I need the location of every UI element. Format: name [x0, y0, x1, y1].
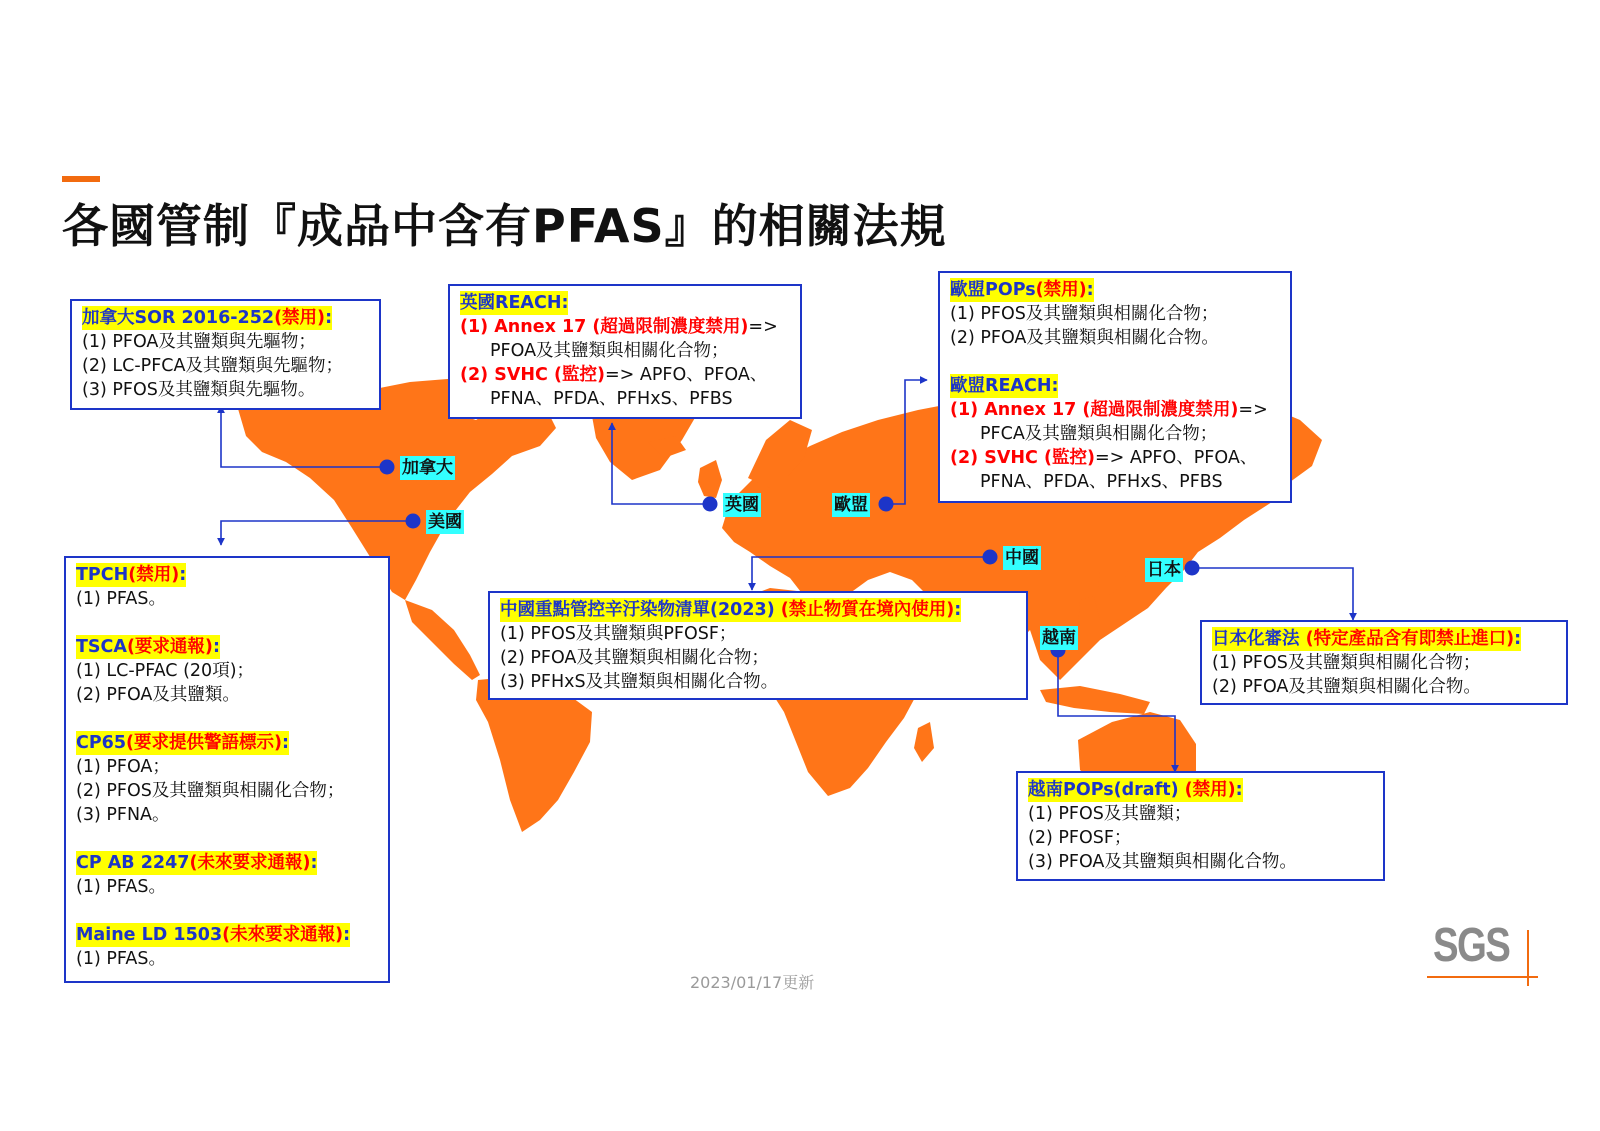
- japan-heading: 日本化審法 (特定產品含有即禁止進口):: [1212, 629, 1522, 649]
- vietnam-line: (3) PFOA及其鹽類與相關化合物。: [1028, 852, 1297, 872]
- indonesia-landmass: [1040, 686, 1150, 714]
- eu-pops-line: (2) PFOA及其鹽類與相關化合物。: [950, 328, 1219, 348]
- usa-line: (3) PFNA。: [76, 805, 170, 825]
- china-line: (3) PFHxS及其鹽類與相關化合物。: [500, 672, 779, 692]
- title-accent-bar: [62, 176, 100, 182]
- usa-line: (1) PFAS。: [76, 877, 166, 897]
- japan-dot: [1185, 561, 1200, 576]
- canada-heading: 加拿大SOR 2016-252(禁用):: [82, 308, 333, 328]
- uk-svhc-line: (2) SVHC (監控)=> APFO、PFOA、: [460, 365, 768, 385]
- eu-regulation-box: [938, 271, 1292, 503]
- eu-svhc-detail: PFNA、PFDA、PFHxS、PFBS: [980, 472, 1223, 492]
- uk-svhc-detail: PFNA、PFDA、PFHxS、PFBS: [490, 389, 733, 409]
- china-line: (1) PFOS及其鹽類與PFOSF；: [500, 624, 737, 644]
- usa-line: (1) PFAS。: [76, 949, 166, 969]
- country-tag-usa: 美國: [428, 512, 462, 532]
- country-tag-uk: 英國: [725, 495, 759, 515]
- canada-line: (2) LC-PFCA及其鹽類與先驅物；: [82, 356, 343, 376]
- eu-svhc-line: (2) SVHC (監控)=> APFO、PFOA、: [950, 448, 1258, 468]
- usa-line: (1) PFOA；: [76, 757, 170, 777]
- usa-regulation-box: [64, 556, 390, 983]
- country-tag-vietnam: 越南: [1042, 628, 1076, 648]
- usa-line: (1) PFAS。: [76, 589, 166, 609]
- china-dot: [983, 550, 998, 565]
- china-heading: 中國重點管控辛汙染物清單(2023) (禁止物質在境內使用):: [500, 600, 962, 620]
- eu-pops-line: (1) PFOS及其鹽類與相關化合物；: [950, 304, 1219, 324]
- eu-annex-detail: PFCA及其鹽類與相關化合物；: [980, 424, 1218, 444]
- country-tag-japan: 日本: [1147, 560, 1181, 580]
- china-line: (2) PFOA及其鹽類與相關化合物；: [500, 648, 769, 668]
- uk-regulation-box: [448, 284, 802, 419]
- country-tag-china: 中國: [1005, 548, 1039, 568]
- usa-section-tsca: TSCA(要求通報): (1) LC-PFAC (20項)； (2) PFOA及其鹽類。: [76, 635, 378, 707]
- eu-annex-line: (1) Annex 17 (超過限制濃度禁用)=>: [950, 400, 1268, 420]
- uk-annex-detail: PFOA及其鹽類與相關化合物；: [490, 341, 729, 361]
- canada-regulation-box: [70, 299, 381, 410]
- vietnam-regulation-box: [1016, 771, 1385, 881]
- japan-connector: [1192, 568, 1353, 620]
- eu-reach-heading: 歐盟REACH:: [950, 376, 1059, 396]
- update-date: 2023/01/17更新: [690, 973, 815, 992]
- canada-dot: [380, 460, 395, 475]
- vietnam-heading: 越南POPs(draft) (禁用):: [1028, 780, 1243, 800]
- country-tag-eu: 歐盟: [834, 495, 868, 515]
- eu-dot: [879, 497, 894, 512]
- usa-section-cp65: CP65(要求提供警語標示): (1) PFOA； (2) PFOS及其鹽類與相關化合物； (3) PFNA。: [76, 731, 378, 827]
- page-title: 各國管制『成品中含有PFAS』的相關法規: [62, 199, 947, 253]
- madagascar-landmass: [914, 722, 934, 762]
- sgs-logo-line-vertical: [1527, 930, 1529, 986]
- uk-dot: [703, 497, 718, 512]
- china-regulation-box: [488, 591, 1028, 700]
- sgs-logo: SGS: [1433, 919, 1510, 972]
- vietnam-line: (1) PFOS及其鹽類；: [1028, 804, 1192, 824]
- usa-section-tpch: TPCH(禁用): (1) PFAS。: [76, 563, 378, 611]
- usa-line: (2) PFOA及其鹽類。: [76, 685, 240, 705]
- japan-line: (2) PFOA及其鹽類與相關化合物。: [1212, 677, 1481, 697]
- usa-line: (1) LC-PFAC (20項)；: [76, 661, 255, 681]
- country-tag-canada: 加拿大: [402, 458, 453, 478]
- eu-pops-heading: 歐盟POPs(禁用):: [950, 280, 1094, 300]
- canada-line: (1) PFOA及其鹽類與先驅物；: [82, 332, 316, 352]
- sgs-logo-line-horizontal: [1427, 976, 1538, 978]
- uk-landmass: [698, 460, 722, 498]
- vietnam-line: (2) PFOSF；: [1028, 828, 1132, 848]
- japan-regulation-box: [1200, 620, 1568, 705]
- japan-line: (1) PFOS及其鹽類與相關化合物；: [1212, 653, 1481, 673]
- usa-dot: [406, 514, 421, 529]
- canada-line: (3) PFOS及其鹽類與先驅物。: [82, 380, 316, 400]
- usa-section-cp-ab-2247: CP AB 2247(未來要求通報): (1) PFAS。: [76, 851, 378, 899]
- central-america-landmass: [405, 600, 480, 680]
- usa-section-maine-ld-1503: Maine LD 1503(未來要求通報): (1) PFAS。: [76, 923, 378, 971]
- uk-annex-line: (1) Annex 17 (超過限制濃度禁用)=>: [460, 317, 778, 337]
- uk-heading: 英國REACH:: [460, 293, 569, 313]
- usa-line: (2) PFOS及其鹽類與相關化合物；: [76, 781, 345, 801]
